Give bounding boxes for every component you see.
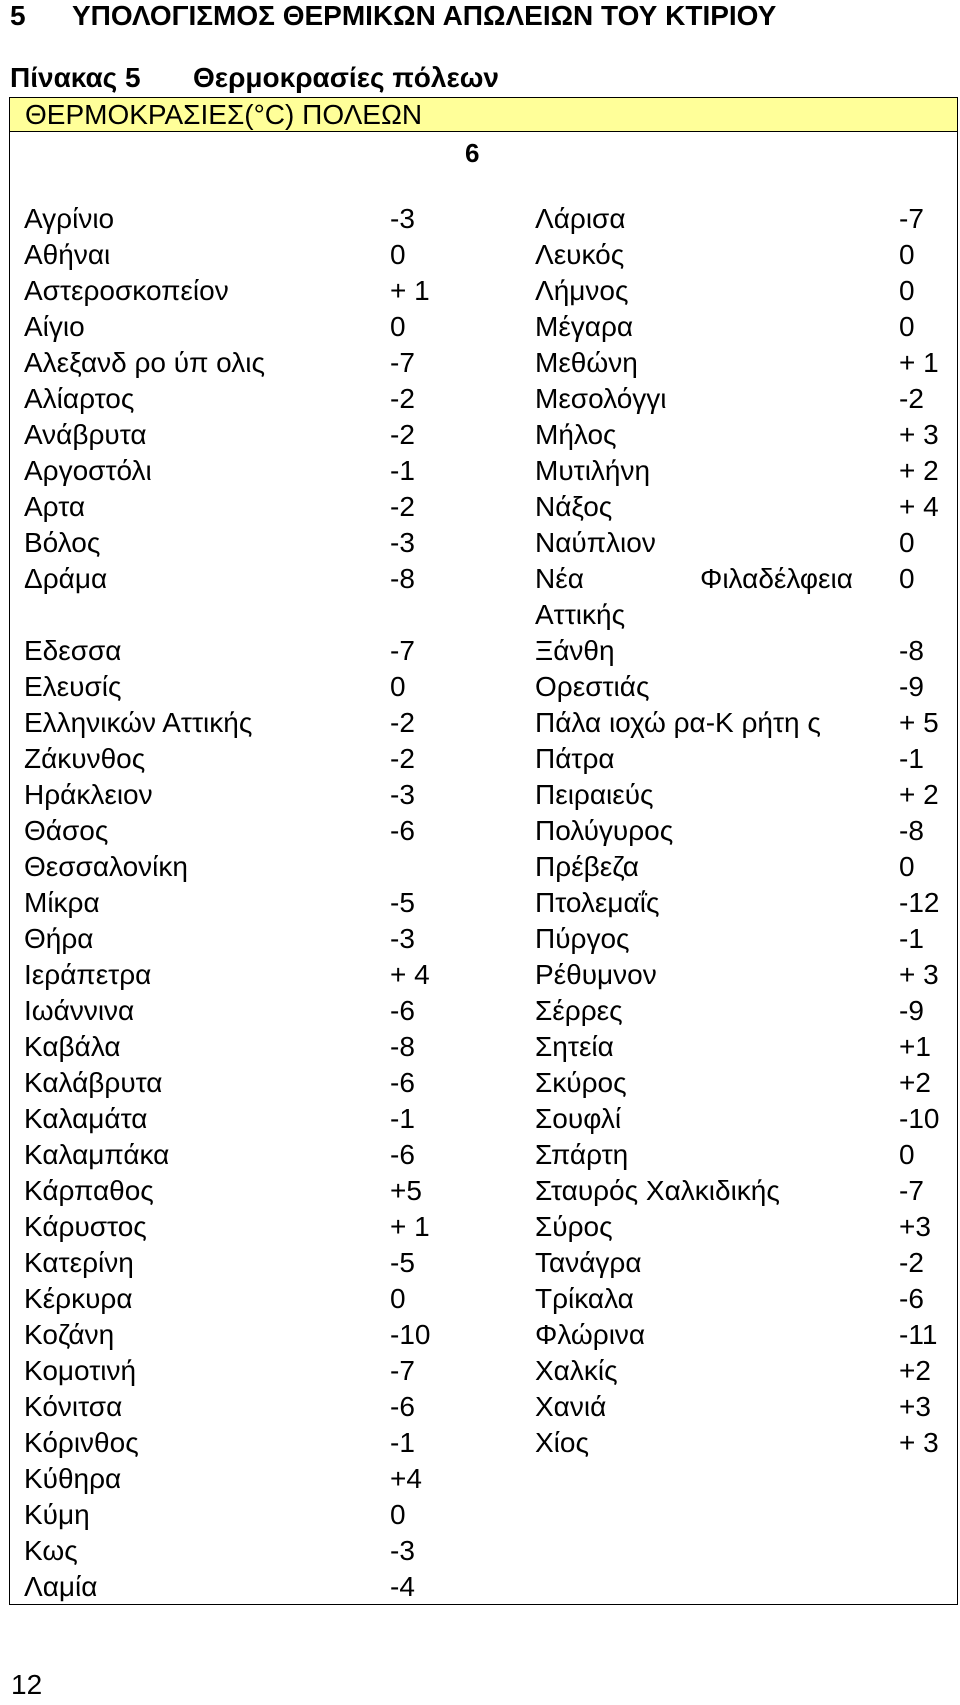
temperature-value: -8 (390, 563, 415, 594)
table-row (24, 1101, 434, 1137)
city-name: Μήλος (535, 419, 617, 450)
temperature-value: -12 (899, 887, 940, 918)
city-name: Σουφλί (535, 1103, 622, 1134)
temperature-value: -2 (390, 707, 415, 738)
city-name: Φλώρινα (535, 1319, 646, 1350)
city-name: Μέγαρα (535, 311, 634, 342)
city-name: Ιωάννινα (24, 995, 135, 1026)
city-name: Καλαμπάκα (24, 1139, 170, 1170)
temperature-value: +2 (899, 1067, 931, 1098)
table-caption (10, 62, 499, 94)
table-row (24, 1461, 434, 1497)
city-name-part: Φιλαδέλφεια (700, 563, 853, 594)
temperature-value: -2 (390, 419, 415, 450)
city-name: Σύρος (535, 1211, 613, 1242)
table-row (24, 633, 434, 669)
city-name: Θάσος (24, 815, 109, 846)
temperature-value: + 2 (899, 779, 939, 810)
temperature-value: + 1 (899, 347, 939, 378)
city-name: Κάρπαθος (24, 1175, 154, 1206)
temperature-value: -8 (390, 1031, 415, 1062)
table-row (24, 1497, 434, 1533)
table-row (24, 417, 434, 453)
city-name: Ζάκυνθος (24, 743, 146, 774)
table-row (535, 1209, 955, 1245)
city-name: Αλίαρτος (24, 383, 135, 414)
temperature-value: 0 (390, 671, 406, 702)
table-row (535, 993, 955, 1029)
temperature-value: -10 (899, 1103, 940, 1134)
table-row (535, 525, 955, 561)
temperature-value: -2 (899, 1247, 924, 1278)
table-row (535, 1137, 955, 1173)
table-row (24, 957, 434, 993)
city-name: Λήμνος (535, 275, 629, 306)
city-name (535, 561, 880, 633)
city-name: Λευκός (535, 239, 625, 270)
temperature-value: +2 (899, 1355, 931, 1386)
temperature-value: -5 (390, 1247, 415, 1278)
table-row (535, 345, 955, 381)
temperature-value: -7 (899, 203, 924, 234)
city-name: Μυτιλήνη (535, 455, 651, 486)
temperature-value: -3 (390, 1535, 415, 1566)
city-name: Ξάνθη (535, 635, 615, 666)
city-name: Αγρίνιο (24, 203, 115, 234)
right-column (535, 201, 955, 1461)
table-row (535, 705, 955, 741)
table-row (24, 201, 434, 237)
temperature-value: -10 (390, 1319, 431, 1350)
temperature-value: -5 (390, 887, 415, 918)
table-row (24, 309, 434, 345)
city-name: Σητεία (535, 1031, 614, 1062)
temperature-value: -8 (899, 815, 924, 846)
temperature-value: + 1 (390, 275, 430, 306)
temperature-value: +3 (899, 1211, 931, 1242)
temperature-value: -4 (390, 1571, 415, 1602)
temperature-value: -7 (390, 1355, 415, 1386)
temperature-value: -9 (899, 995, 924, 1026)
temperature-value: -6 (390, 1139, 415, 1170)
city-name: Κόρινθος (24, 1427, 139, 1458)
temperature-value: -3 (390, 923, 415, 954)
city-name-part: Αττικής (535, 599, 626, 630)
temperature-value: -9 (899, 671, 924, 702)
table-row (24, 849, 434, 885)
city-name: Τρίκαλα (535, 1283, 634, 1314)
temperature-value: -1 (899, 923, 924, 954)
table-subheader-number: 6 (465, 138, 480, 168)
table-row (535, 777, 955, 813)
temperature-value: -7 (390, 635, 415, 666)
table-row (24, 1281, 434, 1317)
temperature-value: +5 (390, 1175, 422, 1206)
table-row (24, 705, 434, 741)
city-name: Δράμα (24, 563, 108, 594)
city-name: Καλάβρυτα (24, 1067, 163, 1098)
temperature-value: -2 (390, 491, 415, 522)
city-name-part: Νέα (535, 563, 584, 594)
table-row (24, 1569, 434, 1605)
city-name: Τανάγρα (535, 1247, 642, 1278)
table-row (24, 669, 434, 705)
table-caption-title: Θερμοκρασίες πόλεων (193, 62, 499, 93)
temperature-value: -6 (390, 1391, 415, 1422)
table-row (535, 957, 955, 993)
city-name: Καλαμάτα (24, 1103, 148, 1134)
table-header (10, 98, 957, 132)
table-row (535, 1317, 955, 1353)
table-header-title: ΘΕΡΜΟΚΡΑΣΙΕΣ(°C) ΠΟΛΕΩΝ (25, 99, 423, 130)
city-name: Αίγιο (24, 311, 85, 342)
temperature-value: + 5 (899, 707, 939, 738)
temperature-value: + 3 (899, 1427, 939, 1458)
temperature-value: -2 (390, 383, 415, 414)
city-name: Κόνιτσα (24, 1391, 123, 1422)
city-name: Ορεστιάς (535, 671, 650, 702)
table-row (24, 381, 434, 417)
temperature-value: 0 (390, 1499, 406, 1530)
city-name: Λάρισα (535, 203, 626, 234)
temperature-value: -1 (390, 1427, 415, 1458)
table-row (24, 777, 434, 813)
table-row (24, 345, 434, 381)
temperature-value: -11 (899, 1319, 938, 1350)
section-number: 5 (10, 0, 26, 31)
temperature-value: -7 (899, 1175, 924, 1206)
city-name: Αστεροσκοπείον (24, 275, 229, 306)
table-row (535, 1281, 955, 1317)
table-row (24, 453, 434, 489)
city-name: Θήρα (24, 923, 94, 954)
city-name: Ελληνικών Αττικής (24, 707, 253, 738)
temperature-value: -6 (899, 1283, 924, 1314)
temperature-value: 0 (899, 563, 915, 594)
temperature-value: -1 (899, 743, 924, 774)
table-row (535, 885, 955, 921)
table-row (24, 1065, 434, 1101)
city-name: Κάρυστος (24, 1211, 147, 1242)
city-name: Πύργος (535, 923, 630, 954)
table-row (535, 1065, 955, 1101)
temperature-value: + 3 (899, 959, 939, 990)
table-row (535, 201, 955, 237)
table-row (24, 1245, 434, 1281)
city-name: Μεσολόγγι (535, 383, 667, 414)
city-name: Θεσσαλονίκη (24, 851, 188, 882)
table-row (535, 633, 955, 669)
city-name: Κομοτινή (24, 1355, 137, 1386)
table-row (24, 237, 434, 273)
temperature-value: 0 (899, 851, 915, 882)
table-row (24, 1353, 434, 1389)
temperature-value: -6 (390, 1067, 415, 1098)
city-name: Πρέβεζα (535, 851, 639, 882)
table-row (24, 1317, 434, 1353)
table-row (24, 597, 434, 633)
city-name: Κέρκυρα (24, 1283, 133, 1314)
city-name: Καβάλα (24, 1031, 121, 1062)
temperature-value: +1 (899, 1031, 931, 1062)
city-name: Μεθώνη (535, 347, 638, 378)
table-row (24, 1209, 434, 1245)
temperature-value: + 3 (899, 419, 939, 450)
city-name: Αθήναι (24, 239, 111, 270)
section-heading (10, 0, 776, 32)
temperature-value: -3 (390, 203, 415, 234)
city-name: Κως (24, 1535, 78, 1566)
temperature-value: +3 (899, 1391, 931, 1422)
city-name: Λαμία (24, 1571, 98, 1602)
temperature-value: + 4 (390, 959, 430, 990)
table-row (24, 1389, 434, 1425)
temperature-value: + 1 (390, 1211, 430, 1242)
temperature-value: -3 (390, 527, 415, 558)
temperature-value: 0 (899, 1139, 915, 1170)
city-name: Πολύγυρος (535, 815, 674, 846)
city-name: Ελευσίς (24, 671, 122, 702)
table-row (535, 1029, 955, 1065)
temperature-value: -1 (390, 455, 415, 486)
temperature-value: -8 (899, 635, 924, 666)
temperature-value: + 4 (899, 491, 939, 522)
city-name: Ανάβρυτα (24, 419, 147, 450)
table-row (535, 309, 955, 345)
city-name: Νάξος (535, 491, 613, 522)
table-caption-label: Πίνακας 5 (10, 62, 141, 93)
city-name: Κοζάνη (24, 1319, 115, 1350)
city-name: Εδεσσα (24, 635, 122, 666)
city-name: Αρτα (24, 491, 86, 522)
temperature-value: +4 (390, 1463, 422, 1494)
city-name: Σταυρός Χαλκιδικής (535, 1175, 780, 1206)
temperature-table (9, 97, 958, 1605)
table-row (24, 741, 434, 777)
temperature-value: 0 (899, 527, 915, 558)
city-name: Πτολεμαΐς (535, 887, 660, 918)
left-column (24, 201, 434, 1605)
city-name: Χανιά (535, 1391, 607, 1422)
temperature-value: 0 (390, 1283, 406, 1314)
table-row (535, 1389, 955, 1425)
temperature-value: 0 (899, 239, 915, 270)
city-name: Πάτρα (535, 743, 615, 774)
table-row (535, 669, 955, 705)
city-name: Σκύρος (535, 1067, 627, 1098)
temperature-value: -7 (390, 347, 415, 378)
section-title: ΥΠΟΛΟΓΙΣΜΟΣ ΘΕΡΜΙΚΩΝ ΑΠΩΛΕΙΩΝ ΤΟΥ ΚΤΙΡΙΟΥ (72, 0, 777, 31)
page-number: 12 (11, 1669, 43, 1700)
table-row (535, 273, 955, 309)
table-row (24, 993, 434, 1029)
temperature-value: -6 (390, 995, 415, 1026)
city-name: Ναύπλιον (535, 527, 656, 558)
city-name: Αλεξανδ ρο ύπ ολις (24, 347, 265, 378)
table-row (535, 1425, 955, 1461)
table-row (535, 921, 955, 957)
city-name: Μίκρα (24, 887, 100, 918)
city-name: Πάλα ιοχώ ρα-Κ ρήτη ς (535, 707, 821, 738)
city-name: Χίος (535, 1427, 589, 1458)
city-name: Αργοστόλι (24, 455, 152, 486)
table-row (535, 813, 955, 849)
temperature-value: + 2 (899, 455, 939, 486)
city-name: Ιεράπετρα (24, 959, 152, 990)
table-row (24, 1029, 434, 1065)
table-row (24, 561, 434, 597)
temperature-value: -3 (390, 779, 415, 810)
table-row (24, 273, 434, 309)
table-row (24, 1173, 434, 1209)
temperature-value: -1 (390, 1103, 415, 1134)
city-name: Ηράκλειον (24, 779, 153, 810)
city-name: Βόλος (24, 527, 101, 558)
table-row (535, 237, 955, 273)
table-row (24, 1533, 434, 1569)
city-name: Κύμη (24, 1499, 90, 1530)
temperature-value: 0 (390, 239, 406, 270)
temperature-value: -2 (899, 383, 924, 414)
table-row (24, 1425, 434, 1461)
temperature-value: 0 (390, 311, 406, 342)
city-name: Πειραιεύς (535, 779, 654, 810)
city-name: Κατερίνη (24, 1247, 134, 1278)
table-row (535, 561, 955, 633)
city-name: Χαλκίς (535, 1355, 618, 1386)
table-row (24, 885, 434, 921)
table-row (535, 741, 955, 777)
temperature-value: -6 (390, 815, 415, 846)
table-row (24, 921, 434, 957)
table-row (24, 1137, 434, 1173)
table-row (535, 489, 955, 525)
table-row (535, 1353, 955, 1389)
city-name: Ρέθυμνον (535, 959, 657, 990)
table-row (535, 1245, 955, 1281)
table-row (535, 381, 955, 417)
table-row (24, 813, 434, 849)
table-row (535, 1173, 955, 1209)
table-row (24, 489, 434, 525)
city-name: Σέρρες (535, 995, 623, 1026)
table-row (535, 1101, 955, 1137)
table-row (535, 453, 955, 489)
city-name: Σπάρτη (535, 1139, 629, 1170)
temperature-value: 0 (899, 275, 915, 306)
city-name: Κύθηρα (24, 1463, 122, 1494)
temperature-value: 0 (899, 311, 915, 342)
table-row (24, 525, 434, 561)
table-row (535, 849, 955, 885)
table-row (535, 417, 955, 453)
temperature-value: -2 (390, 743, 415, 774)
